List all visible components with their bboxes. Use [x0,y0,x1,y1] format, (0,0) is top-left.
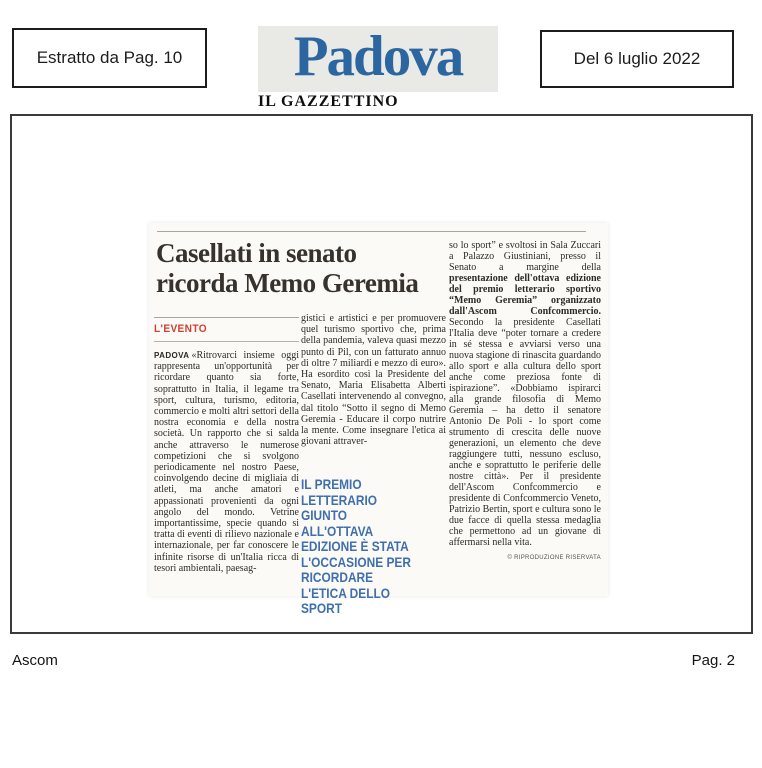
dateline: PADOVA [154,351,190,360]
column-3-text-bold: presentazione dell'ottava edizione del premio letterario sportivo “Memo Geremia” organizzato dall'Ascom Confcommercio. [449,273,601,317]
article-kicker-block [154,317,299,342]
newspaper-clipping [149,223,608,616]
column-3-text-opening: so lo sport” e svoltosi in Sala Zuccari a Palazzo Giustiniani, presso il Senato a margine della [449,240,601,273]
masthead [258,26,498,111]
date-box [540,30,734,88]
pull-quote: IL PREMIO LETTERARIO GIUNTO ALL'OTTAVA EDIZIONE È STATA L'OCCASIONE PER RICORDARE L'ETICA DELLO SPORT [301,476,411,616]
headline-line-2: ricorda Memo Geremia [156,268,419,298]
article-column-3 [449,240,601,564]
date-label: Del 6 luglio 2022 [573,49,701,68]
article-column-1 [154,350,299,574]
article-top-rule [157,231,586,232]
footer-source: Ascom [12,652,58,669]
article-column-2 [301,313,446,447]
masthead-title: Padova [258,26,498,92]
headline-line-1: Casellati in senato [156,238,357,268]
column-3-text-closing: Secondo la presidente Casellati l'Italia deve “poter tornare a credere in sé stessa e avviarsi verso una nuova stagione di rinascita guardando allo sport e alla cultura dello sport anche come preziosa fonte di ispirazione”. «Dobbiamo ispirarci alla grande filosofia di Memo Geremia – ha detto il senatore Antonio De Poli - lo sport come strumento di crescita delle nuove generazioni, un elemento che deve raggiungere tutti, nessuno escluso, anche e soprattutto le periferie delle nostre città». Per il presidente dell'Ascom Confcommercio e presidente di Confcommercio Veneto, Patrizio Bertin, sport e cultura sono le due facce di quella stessa medaglia che permettono ad un giovane di affermarsi nella vita. [449,317,601,548]
article-headline [156,238,456,298]
extract-page-label: Estratto da Pag. 10 [36,48,183,67]
footer-page-number: Pag. 2 [691,652,735,669]
copyright-notice: © RIPRODUZIONE RISERVATA [507,555,601,561]
extract-page-box [12,28,207,88]
column-2-text: gistici e artistici e per promuovere quel turismo sportivo che, prima della pandemia, valeva quasi mezzo punto di Pil, con un fatturato annuo di oltre 7 miliardi e mezzo di euro». Ha esordito così la Presidente del Senato, Maria Elisabetta Alberti Casellati intervenendo al convegno, dal titolo “Sotto il segno di Memo Geremia - Educare il corpo nutrire la mente. Come insegnare l'etica ai giovani attraver- [301,313,446,448]
masthead-subtitle: IL GAZZETTINO [258,93,399,110]
content-frame [10,114,753,634]
article-kicker: L'EVENTO [154,323,207,335]
column-1-text: «Ritrovarci insieme oggi rappresenta un'opportunità per ricordare quanto sia forte, soprattutto in Italia, il legame tra sport, cultura, turismo, editoria, commercio e molti altri settori della nostra economia e della nostra società. Un rapporto che si salda anche attraverso le numerose competizioni che si svolgono periodicamente nel nostro Paese, coinvolgendo decine di migliaia di atleti, ma anche amatori e appassionati provenienti da ogni angolo del mondo. Vetrine importantissime, specie quando si tratta di eventi di rilievo nazionale e internazionale, per far conoscere le infinite risorse di un'Italia ricca di tesori ambientali, paesag- [154,350,299,574]
